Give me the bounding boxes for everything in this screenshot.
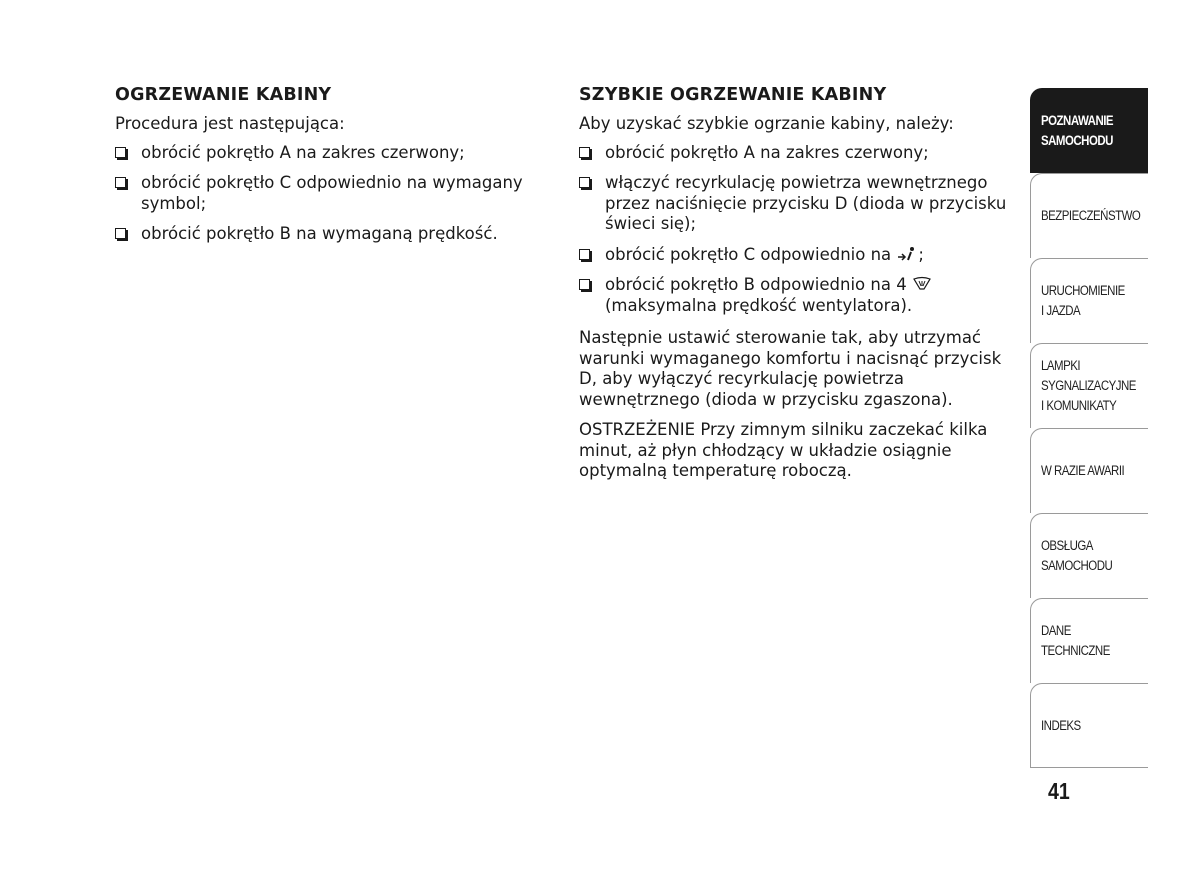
tab-indeks[interactable]: INDEKS	[1030, 683, 1148, 768]
checkbox-bullet-icon	[115, 177, 126, 188]
procedure-intro: Procedura jest następująca:	[115, 114, 345, 133]
list-item: obrócić pokrętło C odpowiednio na ;	[579, 245, 1011, 266]
checkbox-bullet-icon	[115, 147, 126, 158]
paragraph-warning: OSTRZEŻENIE Przy zimnym silniku zaczekać kilka minut, aż płyn chłodzący w układzie osiągnie optymalną temperaturę roboczą.	[579, 420, 988, 480]
checkbox-bullet-icon	[579, 177, 590, 188]
section-heading-cabin-heating: OGRZEWANIE KABINY	[115, 85, 332, 105]
tab-lampki-sygnalizacyjne[interactable]: LAMPKI SYGNALIZACYJNE I KOMUNIKATY	[1030, 343, 1148, 428]
right-step-list	[579, 143, 1011, 317]
feet-airflow-icon	[896, 246, 918, 262]
left-step-list	[115, 143, 547, 245]
list-item: obrócić pokrętło B odpowiednio na 4 (maksymalna prędkość wentylatora).	[579, 275, 1011, 316]
tab-dane-techniczne[interactable]: DANE TECHNICZNE	[1030, 598, 1148, 683]
fast-heating-intro: Aby uzyskać szybkie ogrzanie kabiny, należy:	[579, 114, 954, 133]
tab-bezpieczenstwo[interactable]: BEZPIECZEŃSTWO	[1030, 173, 1148, 258]
tab-poznawanie-samochodu[interactable]: POZNAWANIE SAMOCHODU	[1030, 88, 1148, 173]
list-item: obrócić pokrętło A na zakres czerwony;	[579, 143, 1011, 164]
checkbox-bullet-icon	[579, 147, 590, 158]
list-item: obrócić pokrętło C odpowiednio na wymagany symbol;	[115, 173, 547, 214]
paragraph-settings: Następnie ustawić sterowanie tak, aby utrzymać warunki wymaganego komfortu i nacisnąć przycisk D, aby wyłączyć recyrkulację powietrza wewnętrznego (dioda w przycisku zgaszona).	[579, 328, 1002, 409]
chapter-tab-strip	[1030, 88, 1148, 768]
tab-w-razie-awarii[interactable]: W RAZIE AWARII	[1030, 428, 1148, 513]
tab-obsluga-samochodu[interactable]: OBSŁUGA SAMOCHODU	[1030, 513, 1148, 598]
tab-uruchomienie-i-jazda[interactable]: URUCHOMIENIE I JAZDA	[1030, 258, 1148, 343]
list-item: włączyć recyrkulację powietrza wewnętrznego przez naciśnięcie przycisku D (dioda w przycisku świeci się);	[579, 173, 1011, 235]
page-number: 41	[1048, 778, 1070, 804]
right-column	[579, 84, 1011, 490]
list-item: obrócić pokrętło A na zakres czerwony;	[115, 143, 547, 164]
checkbox-bullet-icon	[579, 279, 590, 290]
checkbox-bullet-icon	[579, 249, 590, 260]
section-heading-fast-heating: SZYBKIE OGRZEWANIE KABINY	[579, 85, 887, 105]
checkbox-bullet-icon	[115, 228, 126, 239]
fan-icon	[912, 276, 932, 292]
left-column	[115, 84, 547, 255]
list-item: obrócić pokrętło B na wymaganą prędkość.	[115, 224, 547, 245]
